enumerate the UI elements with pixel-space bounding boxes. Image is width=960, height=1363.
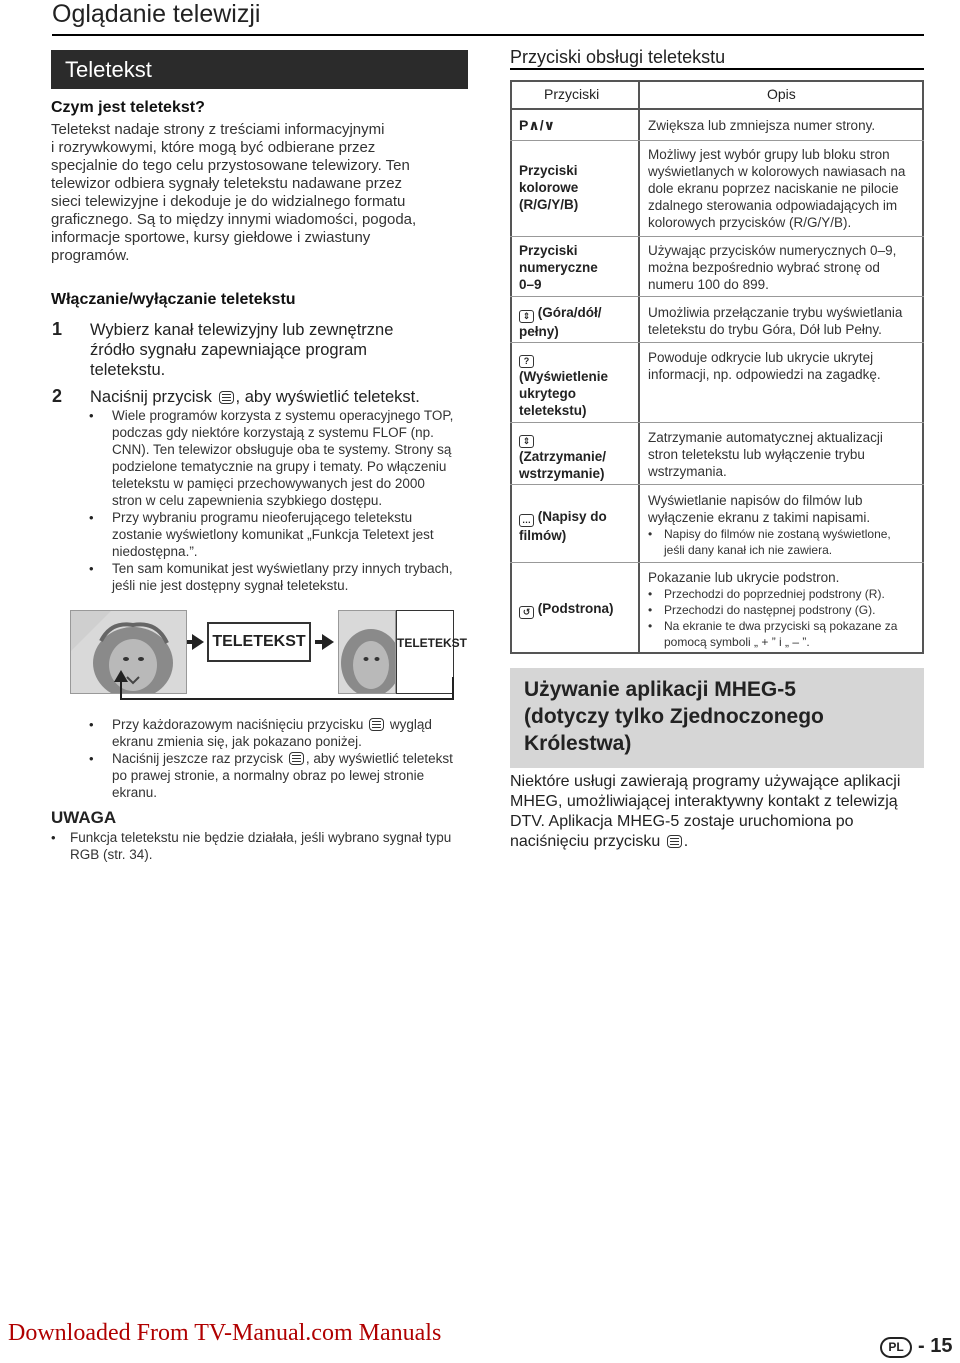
top-bottom-full-icon: ⇕ (519, 310, 534, 323)
step-1-text: Wybierz kanał telewizyjny lub zewnętrzne źródło sygnału zapewniające program teletekstu. (90, 321, 394, 379)
table-header-rule (510, 108, 924, 110)
download-source-link[interactable]: Downloaded From TV-Manual.com Manuals (8, 1320, 442, 1346)
mheg-heading-line: (dotyczy tylko Zjednoczonego (524, 705, 824, 728)
list-item: • Przy wybraniu programu nieoferującego teletekstu zostanie wyświetlony komunikat „Funkcja Teletext jest niedostępna.”. (89, 510, 434, 559)
section-bar-teletext (51, 50, 468, 89)
hold-icon: ⇕ (519, 435, 534, 448)
table-header-desc: Opis (767, 86, 796, 102)
onoff-heading: Włączanie/wyłączanie teletekstu (51, 291, 296, 308)
table-key-page-up-down: P∧/∨ (519, 117, 555, 133)
table-desc: Umożliwia przełączanie trybu wyświetlania teletekstu do trybu Góra, Dół lub Pełny. (648, 305, 903, 337)
step-2-text: Naciśnij przycisk , aby wyświetlić teletekst. (90, 388, 420, 406)
return-line-left (120, 682, 122, 699)
table-row-divider (510, 296, 924, 297)
teletext-screen-label: TELETEKST (207, 622, 311, 662)
arrow-right-icon (322, 634, 334, 650)
tv-image-lion-half (338, 610, 396, 694)
table-row-divider (510, 562, 924, 563)
list-item: • Wiele programów korzysta z systemu operacyjnego TOP, podczas gdy niektóre korzystają z systemu FLOF (np. CNN). Ten telewizor obsługuje oba te systemy. Strony są podzielone tematycznie na grupy i tematy. Po włączeniu teletekstu w pamięci przechowywanych jest do 2000 stron w celu zapewnienia szybkiego dostępu. (89, 408, 454, 508)
step-1-number: 1 (52, 319, 63, 339)
bullet-icon: • (89, 751, 94, 766)
buttons-table-title: Przyciski obsługi teletekstu (510, 47, 726, 67)
bullet-icon: • (89, 408, 94, 423)
tv-image-lion (70, 610, 187, 694)
lion-picture-icon (339, 611, 396, 694)
lion-picture-icon (71, 611, 187, 694)
table-desc: Zwiększa lub zmniejsza numer strony. (648, 118, 876, 133)
title-divider (52, 34, 924, 36)
table-desc: Zatrzymanie automatycznej aktualizacji stron teletekstu lub wyłączenie trybu wstrzymania. (648, 430, 883, 479)
subtitle-icon: … (519, 514, 534, 527)
table-desc: Używając przycisków numerycznych 0–9, można bezpośrednio wybrać stronę od numeru 100 do 899. (648, 243, 897, 292)
mheg-section-box (510, 668, 924, 768)
what-is-paragraph: Teletekst nadaje strony z treściami informacyjnymi i rozrywkowymi, które mogą być odbierane przez specjalnie do tego celu przystosowane telewizory. Ten telewizor odbiera sygnały teletekstu nadawane przez sieci telewizyjne i dekoduje je do widzialnego formatu graficznego. Są to między innymi wiadomości, pogoda, informacje sportowe, kursy giełdowe i zwiastuny programów. (51, 121, 417, 264)
return-line (120, 698, 454, 700)
page-number: - 15 (918, 1335, 953, 1357)
table-desc: Powoduje odkrycie lub ukrycie ukrytej informacji, np. odpowiedzi na zagadkę. (648, 350, 881, 382)
table-key-subtitles: … (Napisy do filmów) (519, 509, 607, 543)
step-2-number: 2 (52, 386, 63, 406)
teletext-button-icon (667, 835, 682, 848)
table-column-divider (638, 80, 640, 654)
mheg-heading-line: Używanie aplikacji MHEG-5 (524, 678, 796, 701)
arrow-up-icon (114, 670, 128, 682)
table-desc: Wyświetlanie napisów do filmów lub wyłączenie ekranu z takimi napisami. • Napisy do filmów nie zostaną wyświetlone, jeśli dany kanał ich nie zawiera. (648, 492, 920, 558)
teletext-button-icon (219, 391, 234, 404)
return-line-right (452, 677, 454, 699)
teletext-button-icon (289, 752, 304, 765)
table-row-divider (510, 236, 924, 237)
bullet-icon: • (648, 619, 653, 633)
table-key-hold: ⇕ (Zatrzymanie/ wstrzymanie) (519, 436, 607, 481)
table-key-color-buttons: Przyciski kolorowe (R/G/Y/B) (519, 163, 579, 212)
bullet-icon: • (89, 510, 94, 525)
language-badge: PL (880, 1337, 912, 1358)
onoff-bullets (90, 407, 470, 594)
list-item: • Napisy do filmów nie zostaną wyświetlone, jeśli dany kanał ich nie zawiera. (648, 527, 891, 557)
table-row-divider (510, 422, 924, 423)
table-desc: Pokazanie lub ukrycie podstron. • Przechodzi do poprzedniej podstrony (R). • Przechodzi do następnej podstrony (G). • Na ekranie te dwa przyciski są pokazane za pomocą symboli „ + ” i „ – ”. (648, 569, 920, 650)
table-row-divider (510, 140, 924, 141)
list-item: • Na ekranie te dwa przyciski są pokazane za pomocą symboli „ + ” i „ – ”. (648, 619, 898, 649)
table-row-divider (510, 342, 924, 343)
list-item: • Ten sam komunikat jest wyświetlany przy innych trybach, jeśli nie jest dostępny sygnał teletekstu. (89, 561, 453, 593)
note-item: • Funkcja teletekstu nie będzie działała, jeśli wybrano sygnał typu RGB (str. 34). (51, 830, 452, 862)
table-row-divider (510, 484, 924, 485)
list-item: • Naciśnij jeszcze raz przycisk , aby wyświetlić teletekst po prawej stronie, a normalny obraz po lewej stronie ekranu. (89, 751, 453, 800)
bullet-icon: • (648, 603, 653, 617)
table-desc: Możliwy jest wybór grupy lub bloku stron wyświetlanych w kolorowych nawiasach na dole ekranu poprzez naciskanie ne pilocie zdalnego sterowania odpowiadających im kolorowych przycisków (R/G/Y/B). (648, 147, 906, 230)
table-header-buttons: Przyciski (544, 86, 600, 102)
reveal-icon: ? (519, 355, 534, 368)
arrow-shaft (315, 640, 323, 644)
table-key-number-buttons: Przyciski numeryczne 0–9 (519, 243, 598, 292)
teletext-button-icon (369, 718, 384, 731)
list-item: • Przechodzi do poprzedniej podstrony (R). (648, 587, 885, 601)
bullet-icon: • (648, 587, 653, 601)
mheg-paragraph: Niektóre usługi zawierają programy używające aplikacji MHEG, umożliwiającej interaktywny kontakt z telewizją DTV. Aplikacja MHEG-5 zostaje uruchomiona po naciśnięciu przycisku . (510, 773, 901, 850)
table-key-subpage: ↺ (Podstrona) (519, 600, 634, 619)
section-title: Teletekst (65, 57, 152, 82)
note-heading: UWAGA (51, 808, 117, 827)
table-key-reveal: ? (Wyświetlenie ukrytego teletekstu) (519, 356, 609, 418)
mheg-heading-line: Królestwa) (524, 732, 632, 755)
bullet-icon: • (89, 717, 94, 732)
list-item: • Przy każdorazowym naciśnięciu przycisku wygląd ekranu zmienia się, jak pokazano poniżej. (89, 717, 432, 749)
what-is-heading: Czym jest teletekst? (51, 99, 205, 116)
bullet-icon: • (648, 527, 653, 541)
teletext-half-label: TELETEKST (396, 610, 454, 694)
table-title-rule (510, 68, 924, 70)
list-item: • Przechodzi do następnej podstrony (G). (648, 603, 876, 617)
table-key-top-bottom-full: ⇕ (Góra/dół/ pełny) (519, 305, 602, 339)
bullet-icon: • (51, 830, 56, 845)
diagram-notes (90, 716, 470, 801)
subpage-icon: ↺ (519, 606, 534, 619)
bullet-icon: • (89, 561, 94, 576)
arrow-shaft (187, 640, 195, 644)
page-title: Oglądanie telewizji (52, 0, 261, 28)
